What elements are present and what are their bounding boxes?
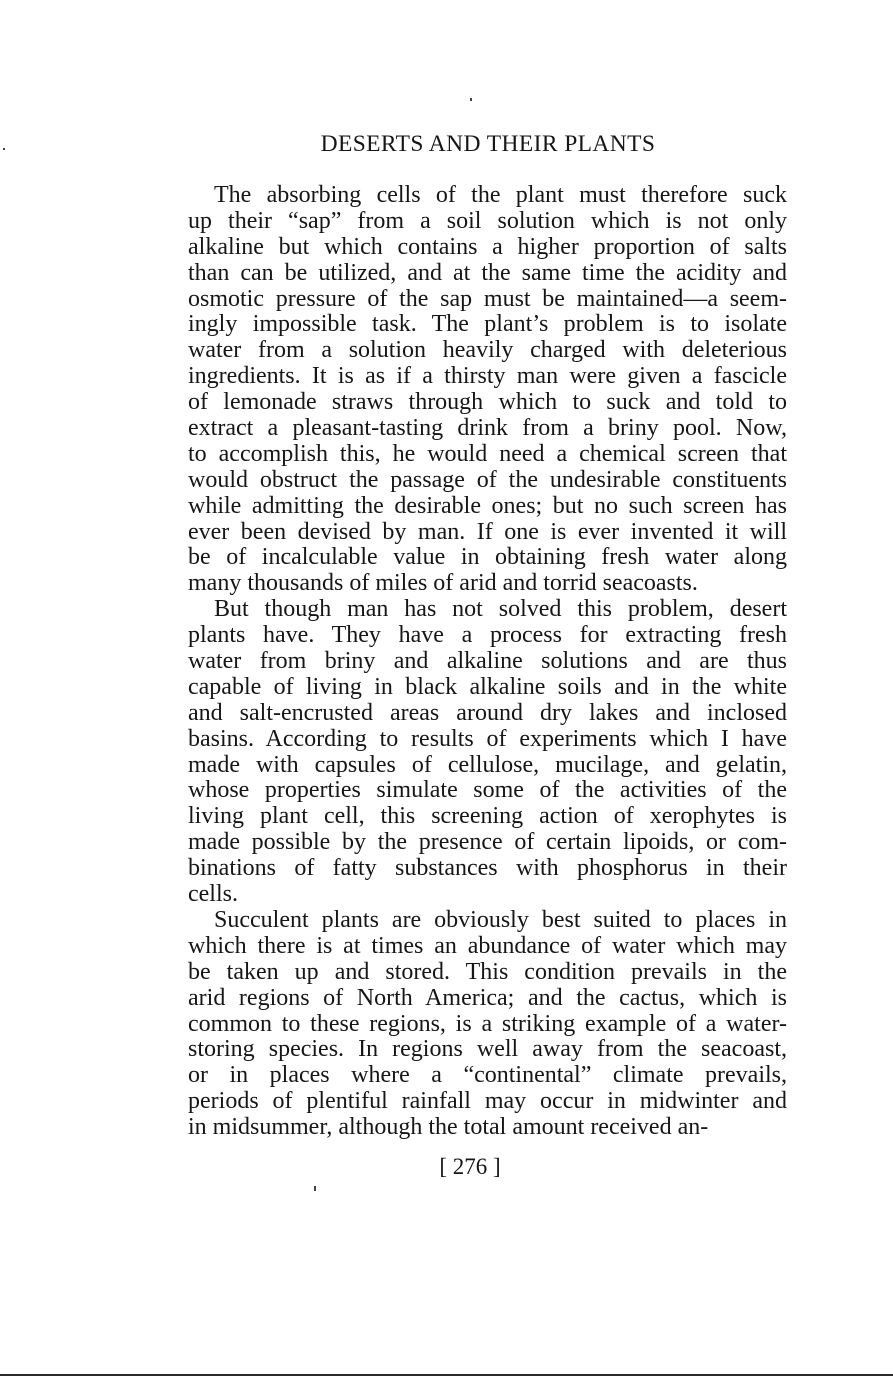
text-line: Succulent plants are obviously best suited to places in: [214, 906, 787, 933]
text-line: would obstruct the passage of the undesirable constituents: [188, 466, 787, 493]
text-line: extract a pleasant-tasting drink from a briny pool. Now,: [188, 415, 787, 442]
text-line: be taken up and stored. This condition prevails in the: [188, 958, 787, 985]
text-line: osmotic pressure of the sap must be maintained—a seem-: [188, 285, 787, 312]
text-line: of lemonade straws through which to suck and told to: [188, 389, 787, 416]
body-text: [188, 183, 787, 1141]
text-line: ingredients. It is as if a thirsty man were given a fascicle: [188, 363, 787, 390]
text-line: water from briny and alkaline solutions and are thus: [188, 648, 787, 675]
text-line: made possible by the presence of certain lipoids, or com-: [188, 829, 787, 856]
text-line: ever been devised by man. If one is ever invented it will: [188, 518, 787, 545]
text-line: But though man has not solved this problem, desert: [214, 596, 787, 623]
running-head: DESERTS AND THEIR PLANTS: [320, 131, 656, 157]
text-line: The absorbing cells of the plant must therefore suck: [214, 182, 787, 208]
text-line: cells.: [188, 881, 238, 908]
text-line: many thousands of miles of arid and torrid seacoasts.: [188, 570, 698, 597]
text-line: while admitting the desirable ones; but no such screen has: [188, 492, 787, 519]
text-line: storing species. In regions well away from the seacoast,: [188, 1036, 787, 1063]
text-line: ingly impossible task. The plant’s problem is to isolate: [188, 311, 787, 338]
text-line: than can be utilized, and at the same time the acidity and: [188, 259, 787, 286]
text-line: capable of living in black alkaline soils and in the white: [188, 673, 787, 700]
text-line: made with capsules of cellulose, mucilage, and gelatin,: [188, 751, 787, 778]
text-line: or in places where a “continental” climate prevails,: [188, 1062, 787, 1089]
paragraph: [188, 597, 787, 908]
text-line: water from a solution heavily charged with deleterious: [188, 337, 787, 364]
text-line: plants have. They have a process for extracting fresh: [188, 622, 787, 649]
text-line: common to these regions, is a striking example of a water-: [188, 1010, 787, 1037]
text-line: which there is at times an abundance of water which may: [188, 932, 787, 959]
text-line: whose properties simulate some of the activities of the: [188, 777, 787, 804]
text-line: be of incalculable value in obtaining fresh water along: [188, 544, 787, 571]
paragraph: [188, 183, 787, 597]
text-line: to accomplish this, he would need a chemical screen that: [188, 440, 787, 467]
page-number: [ 276 ]: [439, 1154, 501, 1179]
text-line: arid regions of North America; and the cactus, which is: [188, 984, 787, 1011]
text-line: basins. According to results of experiments which I have: [188, 725, 787, 752]
ink-speck: [314, 1186, 316, 1191]
text-line: up their “sap” from a soil solution which is not only: [188, 207, 787, 234]
ink-speck: [470, 98, 472, 101]
text-line: and salt-encrusted areas around dry lakes and inclosed: [188, 699, 787, 726]
text-line: binations of fatty substances with phosphorus in their: [188, 855, 787, 882]
text-line: living plant cell, this screening action of xerophytes is: [188, 803, 787, 830]
scan-edge-rule: [0, 1374, 893, 1376]
text-line: periods of plentiful rainfall may occur in midwinter and: [188, 1088, 787, 1115]
text-line: in midsummer, although the total amount received an-: [188, 1114, 709, 1141]
text-line: alkaline but which contains a higher proportion of salts: [188, 233, 787, 260]
paragraph: [188, 908, 787, 1141]
